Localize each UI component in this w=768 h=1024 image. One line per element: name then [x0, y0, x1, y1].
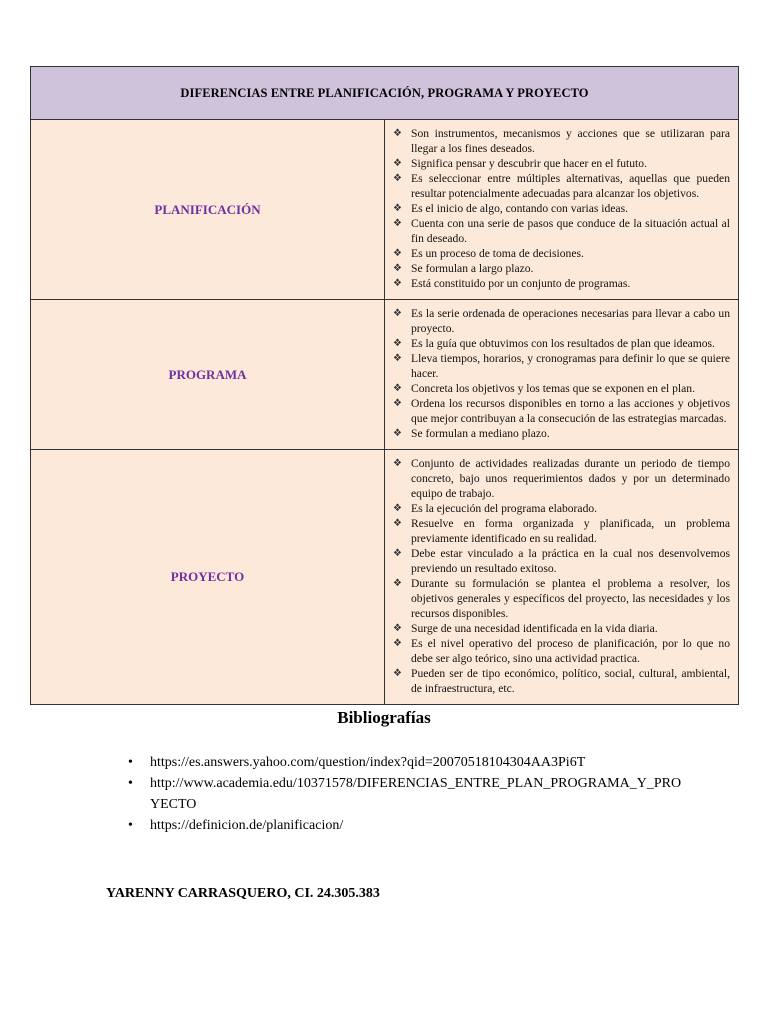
list-item-text: Es seleccionar entre múltiples alternativas, aquellas que pueden resultar potencialmente adecuadas para alcanzar los objetivos. — [411, 172, 730, 200]
row-content — [385, 120, 739, 300]
list-item — [389, 201, 730, 216]
list-item-text: Pueden ser de tipo económico, político, social, cultural, ambiental, de infraestructura, etc. — [411, 667, 730, 695]
diamond-bullet-icon: ❖ — [393, 128, 402, 139]
list-item-text: Es el nivel operativo del proceso de planificación, por lo que no debe ser algo teórico, sino una actividad practica. — [411, 637, 730, 665]
list-item-text: Durante su formulación se plantea el problema a resolver, los objetivos generales y específicos del proyecto, las necesidades y los recursos disponibles. — [411, 577, 730, 620]
list-item-text: Son instrumentos, mecanismos y acciones que se utilizaran para llegar a los fines deseados. — [411, 127, 730, 155]
list-item — [389, 306, 730, 336]
list-item-text: Significa pensar y descubrir que hacer en el fututo. — [411, 157, 647, 170]
list-item — [389, 381, 730, 396]
list-item — [389, 276, 730, 291]
list-item-text: Resuelve en forma organizada y planificada, un problema previamente identificado en su realidad. — [411, 517, 730, 545]
list-item — [389, 516, 730, 546]
list-item-text: Está constituido por un conjunto de programas. — [411, 277, 631, 290]
diamond-bullet-icon: ❖ — [393, 248, 402, 259]
row-content — [385, 300, 739, 450]
diamond-bullet-icon: ❖ — [393, 173, 402, 184]
bibliography-item[interactable] — [128, 815, 688, 836]
bibliography-link[interactable]: https://es.answers.yahoo.com/question/index?qid=20070518104304AA3Pi6T — [150, 755, 586, 770]
bibliography-list — [128, 752, 688, 836]
bullet-icon: • — [128, 776, 133, 791]
list-item-text: Se formulan a largo plazo. — [411, 262, 534, 275]
list-item-text: Cuenta con una serie de pasos que conduce de la situación actual al fin deseado. — [411, 217, 730, 245]
list-item-text: Es un proceso de toma de decisiones. — [411, 247, 584, 260]
diamond-bullet-icon: ❖ — [393, 638, 402, 649]
table-header: DIFERENCIAS ENTRE PLANIFICACIÓN, PROGRAMA Y PROYECTO — [31, 67, 739, 120]
diamond-bullet-icon: ❖ — [393, 278, 402, 289]
differences-table — [30, 66, 739, 705]
list-item — [389, 396, 730, 426]
list-item-text: Se formulan a mediano plazo. — [411, 427, 550, 440]
bibliography-title: Bibliografías — [337, 708, 431, 727]
list-item-text: Conjunto de actividades realizadas durante un periodo de tiempo concreto, bajo unos requerimientos dados y por un determinado equipo de trabajo. — [411, 457, 730, 500]
bibliography-link[interactable]: https://definicion.de/planificacion/ — [150, 818, 344, 833]
list-item-text: Lleva tiempos, horarios, y cronogramas para definir lo que se quiere hacer. — [411, 352, 730, 380]
list-item-text: Es la guía que obtuvimos con los resultados de plan que ideamos. — [411, 337, 715, 350]
row-label: PROYECTO — [31, 450, 385, 705]
list-item — [389, 426, 730, 441]
list-item — [389, 126, 730, 156]
list-item-text: Concreta los objetivos y los temas que se exponen en el plan. — [411, 382, 695, 395]
bullet-list — [389, 456, 730, 696]
row-label: PLANIFICACIÓN — [31, 120, 385, 300]
diamond-bullet-icon: ❖ — [393, 308, 402, 319]
list-item — [389, 576, 730, 621]
list-item — [389, 336, 730, 351]
diamond-bullet-icon: ❖ — [393, 578, 402, 589]
list-item — [389, 261, 730, 276]
row-label: PROGRAMA — [31, 300, 385, 450]
table-row-planificacion — [31, 120, 739, 300]
list-item — [389, 456, 730, 501]
bullet-list — [389, 126, 730, 291]
diamond-bullet-icon: ❖ — [393, 338, 402, 349]
table-row-programa — [31, 300, 739, 450]
list-item — [389, 621, 730, 636]
list-item-text: Ordena los recursos disponibles en torno a las acciones y objetivos que mejor contribuyan a la consecución de las estrategias marcadas. — [411, 397, 730, 425]
diamond-bullet-icon: ❖ — [393, 548, 402, 559]
list-item — [389, 636, 730, 666]
diamond-bullet-icon: ❖ — [393, 623, 402, 634]
author-line: YARENNY CARRASQUERO, CI. 24.305.383 — [106, 886, 380, 901]
diamond-bullet-icon: ❖ — [393, 458, 402, 469]
diamond-bullet-icon: ❖ — [393, 218, 402, 229]
diamond-bullet-icon: ❖ — [393, 203, 402, 214]
list-item — [389, 216, 730, 246]
list-item — [389, 501, 730, 516]
diamond-bullet-icon: ❖ — [393, 503, 402, 514]
diamond-bullet-icon: ❖ — [393, 353, 402, 364]
bibliography-item[interactable] — [128, 773, 688, 815]
bullet-icon: • — [128, 818, 133, 833]
list-item — [389, 546, 730, 576]
list-item-text: Surge de una necesidad identificada en la vida diaria. — [411, 622, 658, 635]
diamond-bullet-icon: ❖ — [393, 383, 402, 394]
list-item-text: Debe estar vinculado a la práctica en la cual nos desenvolvemos previendo un resultado exitoso. — [411, 547, 730, 575]
diamond-bullet-icon: ❖ — [393, 428, 402, 439]
bullet-list — [389, 306, 730, 441]
diamond-bullet-icon: ❖ — [393, 668, 402, 679]
list-item-text: Es la serie ordenada de operaciones necesarias para llevar a cabo un proyecto. — [411, 307, 730, 335]
bibliography-item[interactable] — [128, 752, 688, 773]
list-item — [389, 171, 730, 201]
list-item — [389, 246, 730, 261]
row-content — [385, 450, 739, 705]
diamond-bullet-icon: ❖ — [393, 158, 402, 169]
bullet-icon: • — [128, 755, 133, 770]
diamond-bullet-icon: ❖ — [393, 263, 402, 274]
bibliography-link[interactable]: http://www.academia.edu/10371578/DIFERENCIAS_ENTRE_PLAN_PROGRAMA_Y_PROYECTO — [150, 776, 682, 812]
diamond-bullet-icon: ❖ — [393, 398, 402, 409]
list-item — [389, 351, 730, 381]
list-item — [389, 156, 730, 171]
list-item — [389, 666, 730, 696]
table-row-proyecto — [31, 450, 739, 705]
list-item-text: Es la ejecución del programa elaborado. — [411, 502, 598, 515]
diamond-bullet-icon: ❖ — [393, 518, 402, 529]
list-item-text: Es el inicio de algo, contando con varias ideas. — [411, 202, 628, 215]
